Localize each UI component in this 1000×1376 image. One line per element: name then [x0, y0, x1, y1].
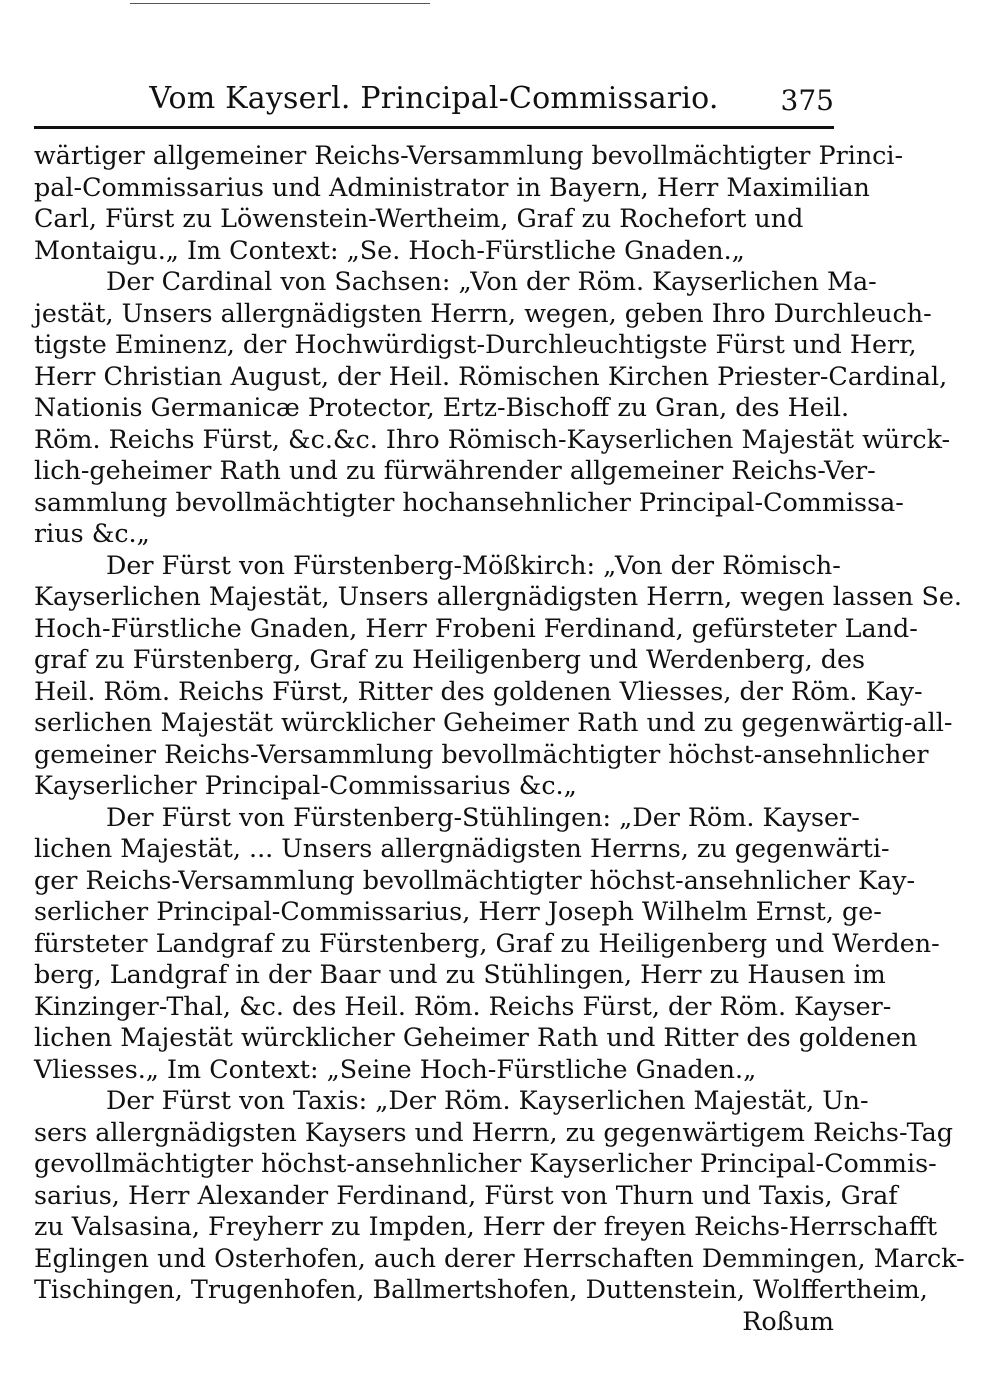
text-line: ger Reichs-Versammlung bevollmächtigter höchst-ansehnlicher Kay- [34, 864, 916, 895]
text-line: Kayserlicher Principal-Commissarius &c.„ [34, 770, 577, 800]
text-line: Heil. Röm. Reichs Fürst, Ritter des goldenen Vliesses, der Röm. Kay- [34, 675, 923, 706]
paragraph-start-line: Der Fürst von Fürstenberg-Stühlingen: „Der Röm. Kayser- [106, 801, 860, 832]
text-line: berg, Landgraf in der Baar und zu Stühlingen, Herr zu Hausen im [34, 959, 886, 989]
text-line: zu Valsasina, Freyherr zu Impden, Herr der freyen Reichs-Herrschafft [34, 1211, 938, 1241]
text-line: Kinzinger-Thal, &c. des Heil. Röm. Reichs Fürst, der Röm. Kayser- [34, 990, 892, 1021]
text-line: sammlung bevollmächtigter hochansehnlicher Principal-Commissa- [34, 486, 904, 517]
text-line: gevollmächtigter höchst-ansehnlicher Kayserlicher Principal-Commis- [34, 1148, 937, 1178]
paragraph-start-line: Der Fürst von Taxis: „Der Röm. Kayserlichen Majestät, Un- [106, 1085, 869, 1115]
text-line: Hoch-Fürstliche Gnaden, Herr Frobeni Ferdinand, gefürsteter Land- [34, 612, 918, 643]
header-rule [34, 126, 834, 129]
catchword: Roßum [742, 1305, 834, 1336]
text-line: gemeiner Reichs-Versammlung bevollmächtigter höchst-ansehnlicher [34, 738, 929, 769]
text-line: Carl, Fürst zu Löwenstein-Wertheim, Graf zu Rochefort und [34, 203, 804, 233]
text-line: serlicher Principal-Commissarius, Herr Joseph Wilhelm Ernst, ge- [34, 896, 882, 926]
text-line: Montaigu.„ Im Context: „Se. Hoch-Fürstliche Gnaden.„ [34, 234, 745, 265]
page-number: 375 [780, 84, 834, 117]
text-line: tigste Eminenz, der Hochwürdigst-Durchleuchtigste Fürst und Herr, [34, 329, 917, 359]
paragraph-start-line: Der Cardinal von Sachsen: „Von der Röm. Kayserlichen Ma- [106, 266, 877, 296]
text-line: fürsteter Landgraf zu Fürstenberg, Graf zu Heiligenberg und Werden- [34, 927, 940, 958]
scan-top-edge [0, 0, 1000, 8]
body-text [34, 140, 965, 1337]
page-header [34, 78, 834, 118]
text-line: pal-Commissarius und Administrator in Bayern, Herr Maximilian [34, 171, 870, 202]
paragraph-start-line: Der Fürst von Fürstenberg-Mößkirch: „Von der Römisch- [106, 549, 841, 580]
text-line: lich-geheimer Rath und zu fürwährender allgemeiner Reichs-Ver- [34, 455, 876, 485]
text-line: rius &c.„ [34, 518, 150, 548]
text-line: Vliesses.„ Im Context: „Seine Hoch-Fürstliche Gnaden.„ [34, 1053, 757, 1084]
running-title: Vom Kayserl. Principal-Commissario. [149, 81, 719, 116]
text-line: Tischingen, Trugenhofen, Ballmertshofen, Duttenstein, Wolffertheim, [34, 1274, 928, 1304]
text-line: Herr Christian August, der Heil. Römischen Kirchen Priester-Cardinal, [34, 360, 948, 391]
text-line: graf zu Fürstenberg, Graf zu Heiligenberg und Werdenberg, des [34, 644, 866, 674]
text-line: Nationis Germanicæ Protector, Ertz-Bischoff zu Gran, des Heil. [34, 392, 850, 422]
text-line: jestät, Unsers allergnädigsten Herrn, wegen, geben Ihro Durchleuch- [34, 297, 932, 328]
text-line: lichen Majestät würcklicher Geheimer Rath und Ritter des goldenen [34, 1022, 918, 1052]
text-line: Kayserlichen Majestät, Unsers allergnädigsten Herrn, wegen lassen Se. [34, 581, 962, 611]
text-line: lichen Majestät, ... Unsers allergnädigsten Herrns, zu gegenwärti- [34, 833, 890, 863]
scan-edge-line [130, 3, 430, 4]
text-line: sers allergnädigsten Kaysers und Herrn, zu gegenwärtigem Reichs-Tag [34, 1116, 953, 1147]
text-line: serlichen Majestät würcklicher Geheimer Rath und zu gegenwärtig-all- [34, 707, 953, 737]
text-line: sarius, Herr Alexander Ferdinand, Fürst von Thurn und Taxis, Graf [34, 1179, 898, 1210]
text-line: Eglingen und Osterhofen, auch derer Herrschaften Demmingen, Marck- [34, 1242, 965, 1273]
text-line: Röm. Reichs Fürst, &c.&c. Ihro Römisch-Kayserlichen Majestät würck- [34, 423, 951, 454]
text-line: wärtiger allgemeiner Reichs-Versammlung bevollmächtigter Princi- [34, 140, 904, 170]
